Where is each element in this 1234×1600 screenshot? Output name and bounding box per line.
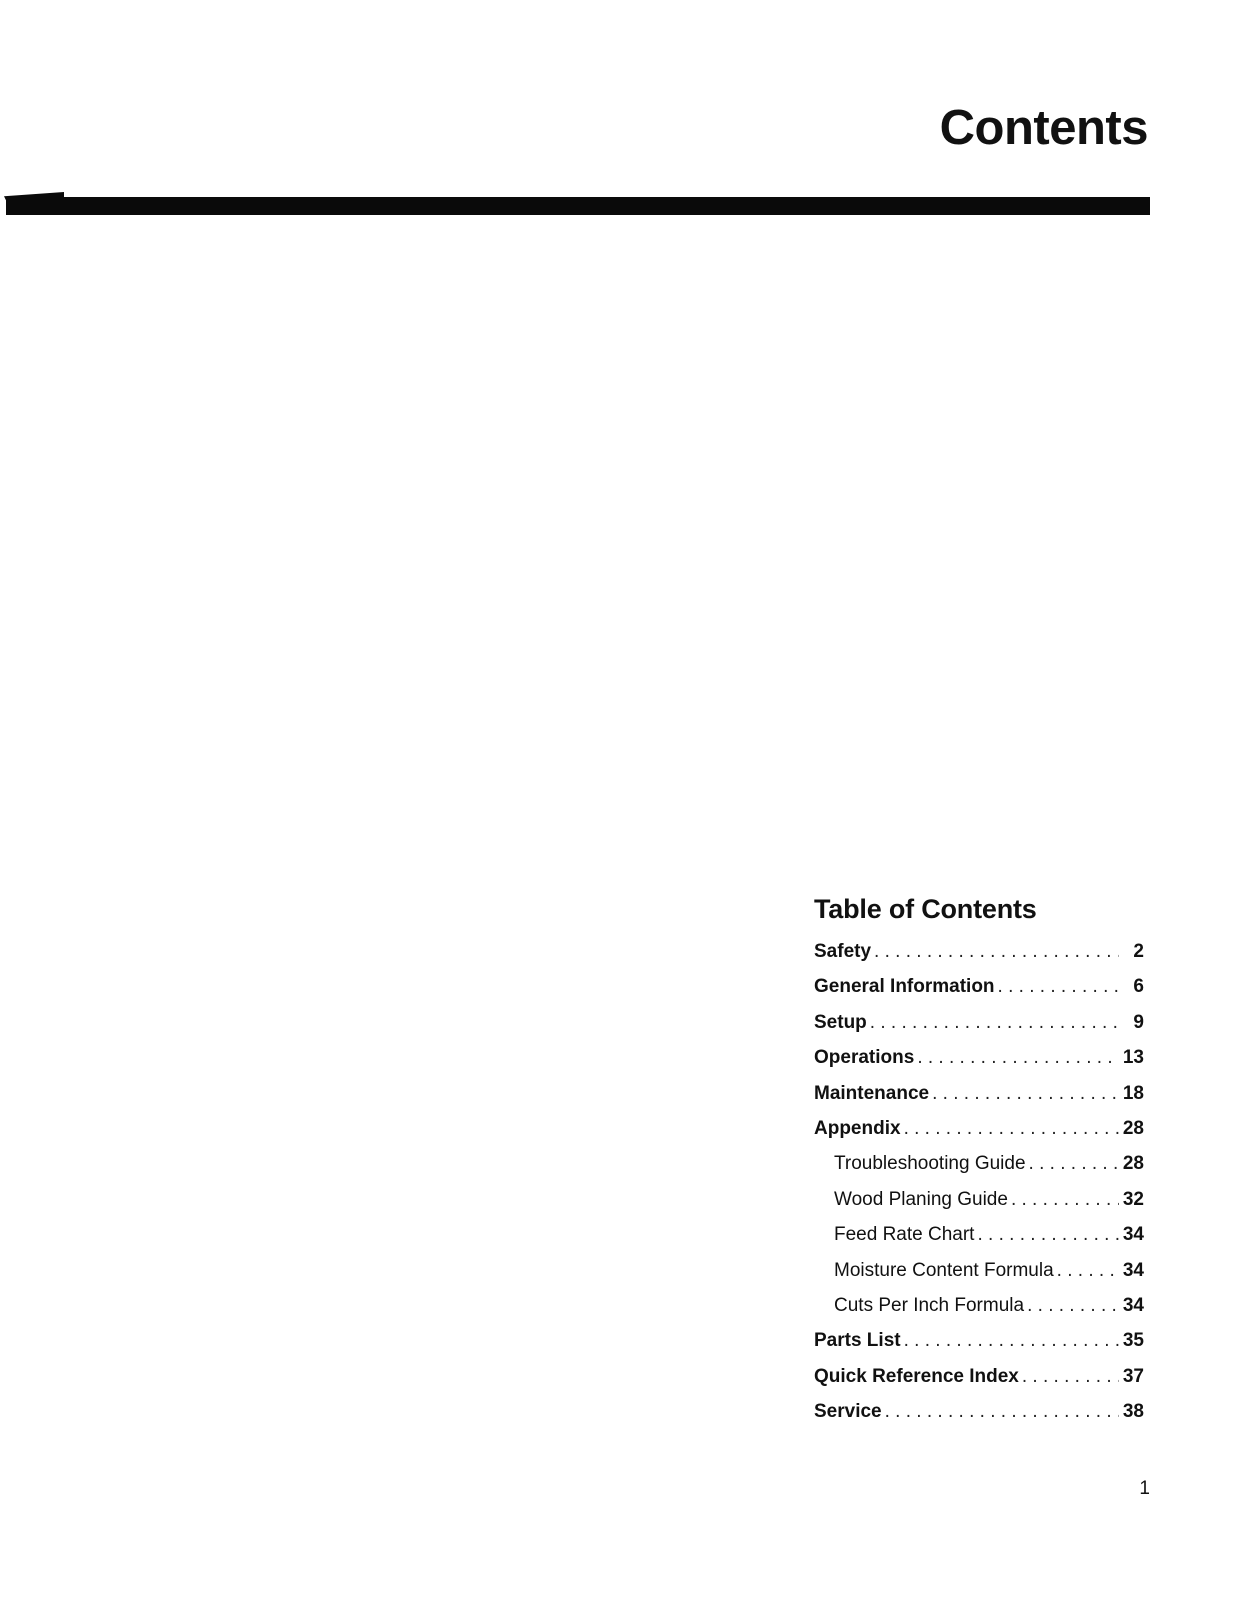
toc-entry[interactable] [814,1217,1144,1252]
toc-entry-page: 34 [1122,1294,1144,1316]
toc-entry-label: Safety [814,941,872,962]
toc-entry[interactable] [814,934,1144,969]
toc-entry-page: 35 [1122,1330,1144,1352]
toc-entry-page: 34 [1122,1224,1144,1246]
toc-entry-page: 37 [1122,1365,1144,1387]
toc-entry[interactable] [814,1323,1144,1358]
toc-entry-page: 13 [1122,1047,1144,1069]
toc-leader-dots [1057,1253,1119,1288]
toc-entry[interactable] [814,1253,1144,1288]
page-number: 1 [1139,1478,1150,1499]
toc-entry-label: Maintenance [814,1082,930,1104]
toc-entry-label: Service [814,1401,882,1423]
toc-leader-dots [977,1217,1119,1252]
toc-entry-label: Parts List [814,1330,901,1352]
toc-entry-page: 6 [1133,976,1144,998]
title-rule [6,197,1150,215]
toc-entry[interactable] [814,1111,1144,1146]
toc-entry-label: Quick Reference Index [814,1365,1019,1387]
toc-leader-dots [870,1005,1119,1040]
page-title: Contents [939,101,1148,155]
toc-entry[interactable] [814,969,1144,1004]
toc-entry[interactable] [814,1182,1144,1217]
toc-entry-page: 2 [1133,941,1144,962]
toc-entry-label: General Information [814,976,995,998]
toc-entry-label: Operations [814,1047,915,1069]
toc-leader-dots [998,969,1119,1004]
toc-entry-label: Troubleshooting Guide [834,1153,1026,1175]
toc-entry-label: Feed Rate Chart [834,1224,975,1246]
toc-entry-label: Setup [814,1011,867,1033]
toc-entry[interactable] [814,1359,1144,1394]
toc-leader-dots [917,1040,1119,1075]
toc-entry-page: 18 [1122,1082,1144,1104]
toc-leader-dots [1022,1359,1119,1394]
toc-entry-page: 34 [1122,1259,1144,1281]
toc-heading: Table of Contents [814,894,1037,924]
toc-entry[interactable] [814,1076,1144,1111]
toc-leader-dots [1011,1182,1119,1217]
toc-entry-label: Cuts Per Inch Formula [834,1294,1025,1316]
toc-leader-dots [904,1111,1119,1146]
toc-leader-dots [885,1394,1119,1429]
toc-entry-page: 9 [1133,1011,1144,1033]
toc-entry[interactable] [814,1005,1144,1040]
toc-leader-dots [874,934,1119,969]
table-of-contents [814,892,1144,1429]
toc-entry[interactable] [814,1040,1144,1075]
toc-entry-label: Moisture Content Formula [834,1259,1054,1281]
toc-entry-page: 32 [1122,1188,1144,1210]
toc-entry[interactable] [814,1146,1144,1181]
toc-leader-dots [932,1076,1119,1111]
toc-leader-dots [1029,1146,1119,1181]
toc-entry-label: Wood Planing Guide [834,1188,1008,1210]
toc-entry-page: 38 [1122,1401,1144,1423]
toc-entry-page: 28 [1122,1153,1144,1175]
toc-leader-dots [904,1323,1119,1358]
toc-entry[interactable] [814,1394,1144,1429]
toc-list [814,934,1144,1429]
toc-entry-label: Appendix [814,1117,901,1139]
toc-entry[interactable] [814,1288,1144,1323]
toc-leader-dots [1027,1288,1119,1323]
toc-entry-page: 28 [1122,1117,1144,1139]
